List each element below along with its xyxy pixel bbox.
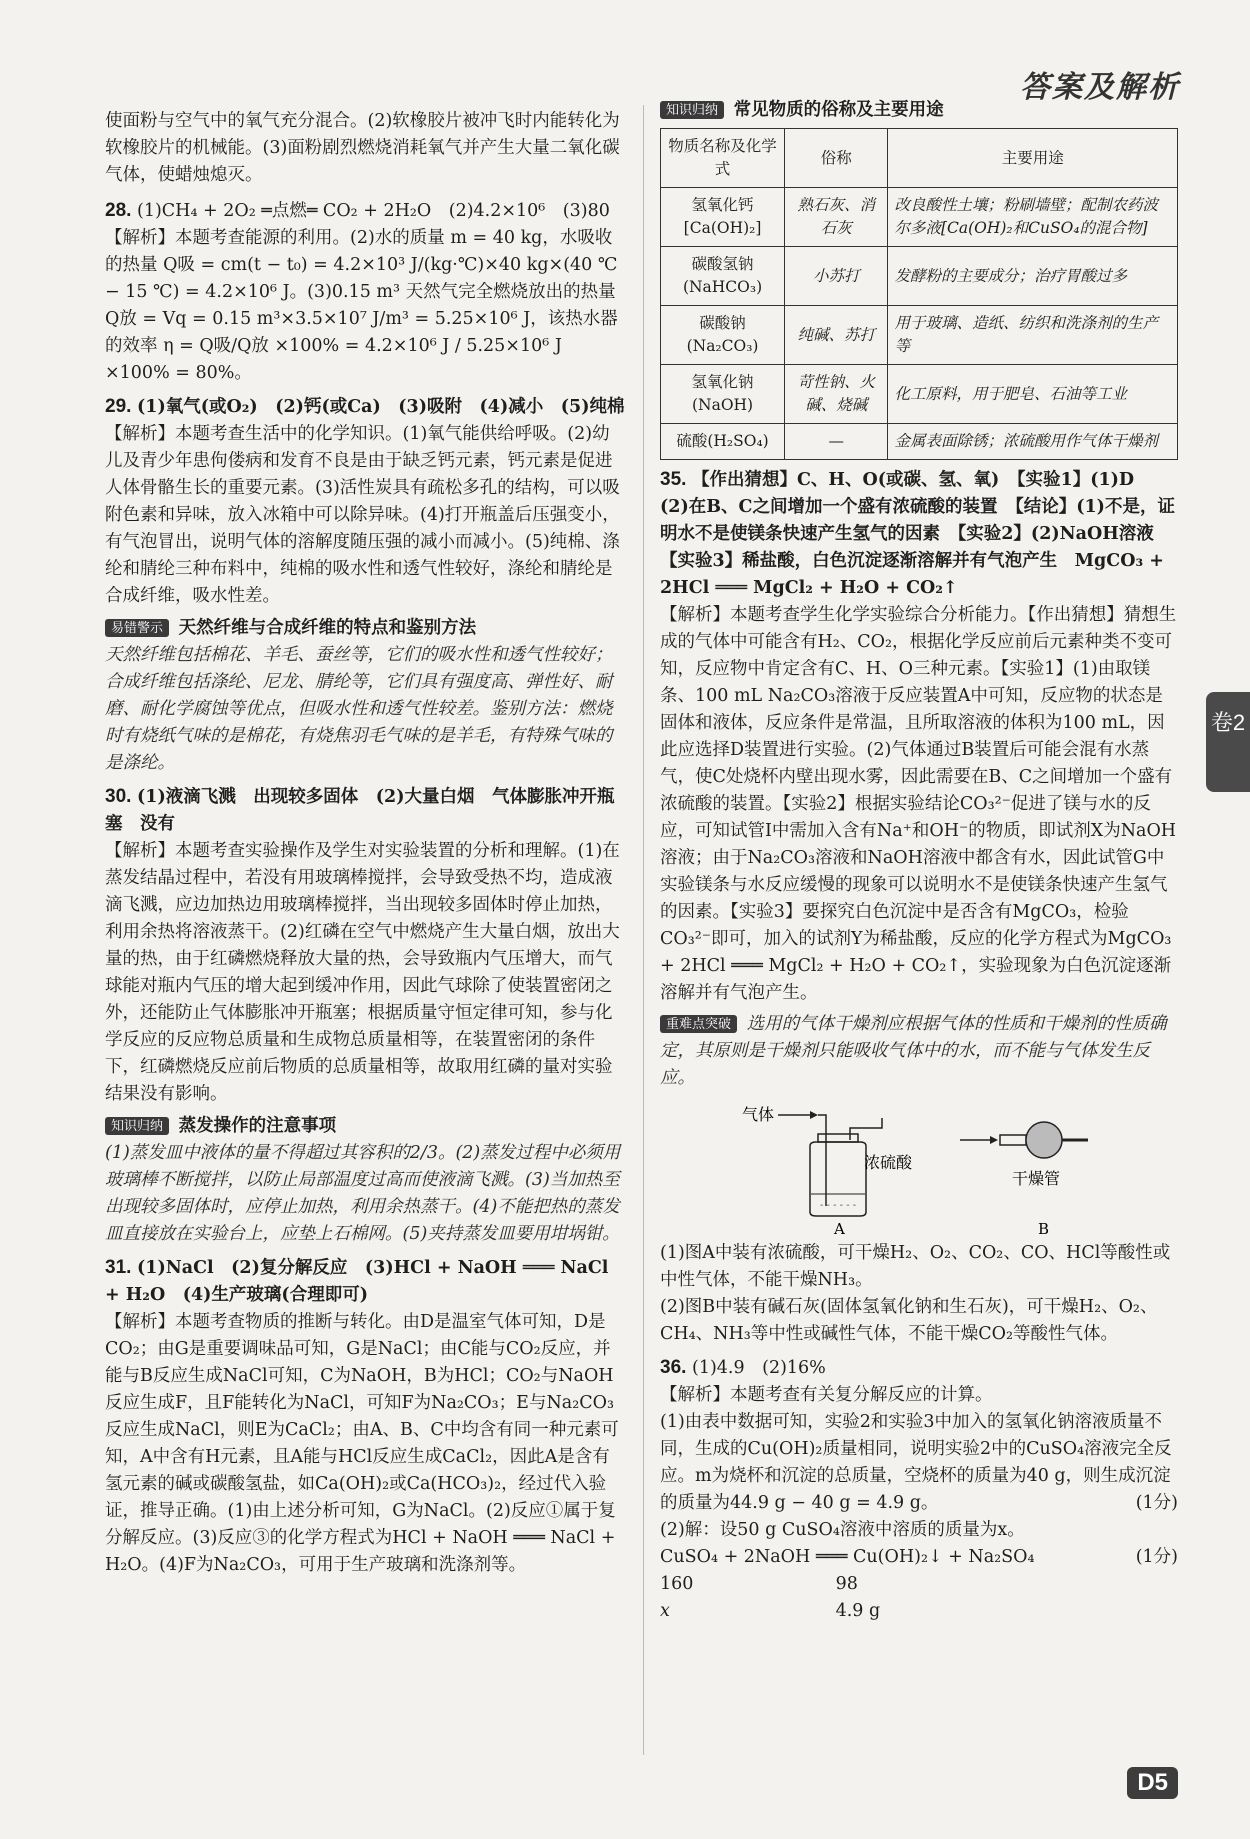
table-cell: 化工原料，用于肥皂、石油等工业 — [888, 365, 1178, 424]
table-cell: 碳酸钠(Na₂CO₃) — [661, 306, 785, 365]
q35-tip-text: 选用的气体干燥剂应根据气体的性质和干燥剂的性质确定，其原则是干燥剂只能吸收气体中的水，而不能与气体发生反应。 — [660, 1014, 1167, 1088]
bottle-stopper — [818, 1134, 858, 1142]
tip-tag: 知识归纳 — [105, 1117, 169, 1135]
q29-analysis: 【解析】本题考查生活中的化学知识。(1)氧气能供给呼吸。(2)幼儿及青少年患佝偻病和发育不良是由于缺乏钙元素，钙元素是促进人体骨骼生长的重要元素。(3)活性炭具有疏松多孔的结构，可以吸附色素和异味，放入冰箱中可以除异味。(4)打开瓶盖后压强变小，有气泡冒出，说明气体的溶解度随压强的减小而减小。(5)纯棉、涤纶和腈纶三种布料中，纯棉的吸水性和透气性较好，涤纶和腈纶是合成纤维，吸水性差。 — [105, 424, 620, 606]
q29-number: 29. — [105, 396, 132, 417]
q29-tip-text: 天然纤维包括棉花、羊毛、蚕丝等，它们的吸水性和透气性较好；合成纤维包括涤纶、尼龙、腈纶等，它们具有强度高、弹性好、耐磨、耐化学腐蚀等优点，但吸水性和透气性较差。鉴别方法：燃烧时有烧纸气味的是棉花，有烧焦羽毛气味的是羊毛，有特殊气味的是涤纶。 — [105, 645, 613, 773]
q36-var2: 4.9 g — [835, 1601, 881, 1621]
header-title: 答案及解析 — [1020, 70, 1180, 105]
table-cell: 小苏打 — [785, 247, 888, 306]
drying-tube-bulb — [1026, 1122, 1062, 1158]
q36-equation-score: (1分) — [1135, 1547, 1178, 1567]
drying-apparatus-diagram — [660, 1098, 1178, 1236]
table-title: 常见物质的俗称及主要用途 — [733, 99, 944, 119]
q36-mass2: 98 — [835, 1574, 858, 1594]
table-header-row — [661, 129, 1178, 188]
table-cell: 氢氧化钙[Ca(OH)₂] — [661, 188, 785, 247]
q35-answer: 【作出猜想】C、H、O(或碳、氢、氧) 【实验1】(1)D (2)在B、C之间增加一个盛有浓硫酸的装置 【结论】(1)不是，证明水不是使镁条快速产生氢气的因素 【实验2】(2)NaOH溶液 【实验3】稀盐酸，白色沉淀逐渐溶解并有气泡产生 MgCO₃ + 2HCl ═══ MgCl₂ + H₂O + CO₂↑ — [660, 470, 1175, 598]
table-header: 主要用途 — [888, 129, 1178, 188]
table-cell: 硫酸(H₂SO₄) — [661, 424, 785, 460]
q36-number: 36. — [660, 1357, 687, 1378]
tip-title: 蒸发操作的注意事项 — [178, 1115, 337, 1135]
q36-part1-score: (1分) — [1135, 1493, 1178, 1513]
q28-answer: (1)CH₄ + 2O₂ ═点燃═ CO₂ + 2H₂O (2)4.2×10⁶ (3)80 — [137, 201, 610, 221]
q35-number: 35. — [660, 469, 687, 490]
table-row — [661, 188, 1178, 247]
q29-answer: (1)氧气(或O₂) (2)钙(或Ca) (3)吸附 (4)减小 (5)纯棉 — [137, 397, 625, 417]
q36-analysis: 【解析】本题考查有关复分解反应的计算。 — [660, 1385, 993, 1405]
q28-number: 28. — [105, 200, 132, 221]
q36-block — [660, 1354, 1178, 1382]
page-number: D5 — [1127, 1767, 1178, 1799]
inlet-tube — [818, 1115, 826, 1206]
q30-answer: (1)液滴飞溅 出现较多固体 (2)大量白烟 气体膨胀冲开瓶塞 没有 — [105, 787, 615, 834]
q36-part1 — [660, 1409, 1178, 1517]
q31-number: 31. — [105, 1257, 132, 1278]
table-cell: 氢氧化钠(NaOH) — [661, 365, 785, 424]
tip-tag: 重难点突破 — [660, 1015, 737, 1033]
table-cell: 纯碱、苏打 — [785, 306, 888, 365]
q36-equation-line — [660, 1544, 1178, 1571]
q29-tip — [105, 614, 627, 642]
usage-table — [660, 128, 1178, 460]
right-column — [660, 96, 1178, 1625]
table-cell: 苛性钠、火碱、烧碱 — [785, 365, 888, 424]
q28-analysis: 【解析】本题考查能源的利用。(2)水的质量 m = 40 kg，水吸收的热量 Q吸 = cm(t − t₀) = 4.2×10³ J/(kg·℃)×40 kg×(40 ℃ − 15 ℃) = 4.2×10⁶ J。(3)0.15 m³ 天然气完全燃烧放出的热量 Q放 = Vq = 0.15 m³×3.5×10⁷ J/m³ = 5.25×10⁶ J，该热水器的效率 η = Q吸/Q放 ×100% = 4.2×10⁶ J / 5.25×10⁶ J ×100% = 80%。 — [105, 228, 618, 383]
q36-mass-line — [660, 1571, 1178, 1598]
gas-label: 气体 — [742, 1105, 775, 1124]
q36-equation: CuSO₄ + 2NaOH ═══ Cu(OH)₂↓ + Na₂SO₄ — [660, 1547, 1035, 1567]
q30-analysis: 【解析】本题考查实验操作及学生对实验装置的分析和理解。(1)在蒸发结晶过程中，若没有用玻璃棒搅拌，会导致受热不均，造成液滴飞溅，应边加热边用玻璃棒搅拌，当出现较多固体时停止加热，利用余热将溶液蒸干。(2)红磷在空气中燃烧产生大量白烟，放出大量的热，由于红磷燃烧释放大量的热，会导致瓶内气压增大，而气球能对瓶内气压的增大起到缓冲作用，因此气球除了使装置密闭之外，还能防止气体膨胀冲开瓶塞；根据质量守恒定律可知，参与化学反应的反应物总质量和生成物总质量相等，在装置密闭的条件下，红磷燃烧反应前后物质的总质量相等，故取用红磷的量对实验结果没有影响。 — [105, 841, 620, 1104]
table-cell: 用于玻璃、造纸、纺织和洗涤剂的生产等 — [888, 306, 1178, 365]
q36-var-line — [660, 1598, 1178, 1625]
q36-part1-text: (1)由表中数据可知，实验2和实验3中加入的氢氧化钠溶液质量不同，生成的Cu(OH)₂质量相同，说明实验2中的CuSO₄溶液完全反应。m为烧杯和沉淀的总质量，空烧杯的质量为40 g，则生成沉淀的质量为44.9 g − 40 g = 4.9 g。 — [660, 1412, 1172, 1513]
label-a: A — [834, 1220, 845, 1236]
tip-tag: 易错警示 — [105, 619, 169, 637]
table-cell: 碳酸氢钠(NaHCO₃) — [661, 247, 785, 306]
tube-arrowhead — [990, 1136, 998, 1144]
q30-block — [105, 783, 627, 838]
table-cell: 熟石灰、消石灰 — [785, 188, 888, 247]
acid-label: 浓硫酸 — [864, 1153, 913, 1172]
q31-answer: (1)NaCl (2)复分解反应 (3)HCl + NaOH ═══ NaCl + H₂O (4)生产玻璃(合理即可) — [105, 1258, 609, 1305]
q36-mass1: 160 — [660, 1574, 694, 1594]
gas-arrowhead — [810, 1111, 818, 1119]
table-row — [661, 247, 1178, 306]
q28-block — [105, 197, 627, 225]
table-row — [661, 306, 1178, 365]
drying-tube-neck — [1000, 1135, 1026, 1145]
volume-side-tab: 卷2 — [1206, 692, 1250, 792]
q30-tip-text: (1)蒸发皿中液体的量不得超过其容积的2/3。(2)蒸发过程中必须用玻璃棒不断搅拌，以防止局部温度过高而使液滴飞溅。(3)当加热至出现较多固体时，应停止加热，利用余热蒸干。(4)不能把热的蒸发皿直接放在实验台上，应垫上石棉网。(5)夹持蒸发皿要用坩埚钳。 — [105, 1143, 621, 1244]
outlet-tube — [850, 1118, 882, 1140]
table-header: 俗称 — [785, 129, 888, 188]
label-b: B — [1038, 1220, 1050, 1236]
table-cell: — — [785, 424, 888, 460]
tube-label: 干燥管 — [1012, 1169, 1061, 1188]
table-cell: 金属表面除锈；浓硫酸用作气体干燥剂 — [888, 424, 1178, 460]
apparatus-svg — [660, 1098, 1178, 1236]
table-heading — [660, 96, 1178, 124]
table-tag: 知识归纳 — [660, 101, 724, 119]
acid-dots: - - - - - - — [820, 1200, 857, 1211]
tip-title: 天然纤维与合成纤维的特点和鉴别方法 — [178, 617, 477, 637]
q36-var1: x — [660, 1601, 670, 1621]
intro-text: 使面粉与空气中的氧气充分混合。(2)软橡胶片被冲飞时内能转化为软橡胶片的机械能。(3)面粉剧烈燃烧消耗氧气并产生大量二氧化碳气体，使蜡烛熄灭。 — [105, 111, 620, 185]
q36-answer: (1)4.9 (2)16% — [692, 1358, 826, 1378]
q36-part2: (2)解：设50 g CuSO₄溶液中溶质的质量为x。 — [660, 1520, 1025, 1540]
q30-number: 30. — [105, 786, 132, 807]
q35-note-1: (1)图A中装有浓硫酸，可干燥H₂、O₂、CO₂、CO、HCl等酸性或中性气体，不能干燥NH₃。 — [660, 1243, 1171, 1290]
q31-block — [105, 1254, 627, 1309]
q29-block — [105, 393, 627, 421]
q35-tip — [660, 1011, 1178, 1092]
q30-tip — [105, 1112, 627, 1140]
q35-note-2: (2)图B中装有碱石灰(固体氢氧化钠和生石灰)，可干燥H₂、O₂、CH₄、NH₃等中性或碱性气体，不能干燥CO₂等酸性气体。 — [660, 1297, 1158, 1344]
table-cell: 改良酸性土壤；粉刷墙壁；配制农药波尔多液[Ca(OH)₂和CuSO₄的混合物] — [888, 188, 1178, 247]
table-row — [661, 424, 1178, 460]
left-column — [105, 108, 627, 1579]
column-divider — [643, 105, 644, 1755]
q35-analysis: 【解析】本题考查学生化学实验综合分析能力。【作出猜想】猜想生成的气体中可能含有H₂、CO₂，根据化学反应前后元素种类不变可知，反应物中肯定含有C、H、O三种元素。【实验1】(1)由取镁条、100 mL Na₂CO₃溶液于反应装置A中可知，反应物的状态是固体和液体，反应条件是常温，且所取溶液的体积为100 mL，因此应选择D装置进行实验。(2)气体通过B装置后可能会混有水蒸气，使C处烧杯内壁出现水雾，因此需要在B、C之间增加一个盛有浓硫酸的装置。【实验2】根据实验结论CO₃²⁻促进了镁与水的反应，可知试管I中需加入含有Na⁺和OH⁻的物质，即试剂X为NaOH溶液；由于Na₂CO₃溶液和NaOH溶液中都含有水，因此试管G中实验镁条与水反应缓慢的现象可以说明水不是使镁条快速产生氢气的因素。【实验3】要探究白色沉淀中是否含有MgCO₃，检验CO₃²⁻即可，加入的试剂Y为稀盐酸，反应的化学方程式为MgCO₃ + 2HCl ═══ MgCl₂ + H₂O + CO₂↑，实验现象为白色沉淀逐渐溶解并有气泡产生。 — [660, 605, 1177, 1003]
q31-analysis: 【解析】本题考查物质的推断与转化。由D是温室气体可知，D是CO₂；由G是重要调味品可知，G是NaCl；由C能与CO₂反应，并能与B反应生成NaCl可知，C为NaOH，B为HCl；CO₂与NaOH反应生成F，且F能转化为NaCl，可知F为Na₂CO₃；E与Na₂CO₃反应生成NaCl，则E为CaCl₂；由A、B、C中均含有同一种元素可知，A中含有H元素，且A能与HCl反应生成CaCl₂，因此A是含有氢元素的碱或碳酸氢盐，如Ca(OH)₂或Ca(HCO₃)₂，经过代入验证，推导正确。(1)由上述分析可知，G为NaCl。(2)反应①属于复分解反应。(3)反应③的化学方程式为HCl + NaOH ═══ NaCl + H₂O。(4)F为Na₂CO₃，可用于生产玻璃和洗涤剂等。 — [105, 1312, 619, 1575]
q35-block — [660, 466, 1178, 602]
table-row — [661, 365, 1178, 424]
table-header: 物质名称及化学式 — [661, 129, 785, 188]
table-cell: 发酵粉的主要成分；治疗胃酸过多 — [888, 247, 1178, 306]
